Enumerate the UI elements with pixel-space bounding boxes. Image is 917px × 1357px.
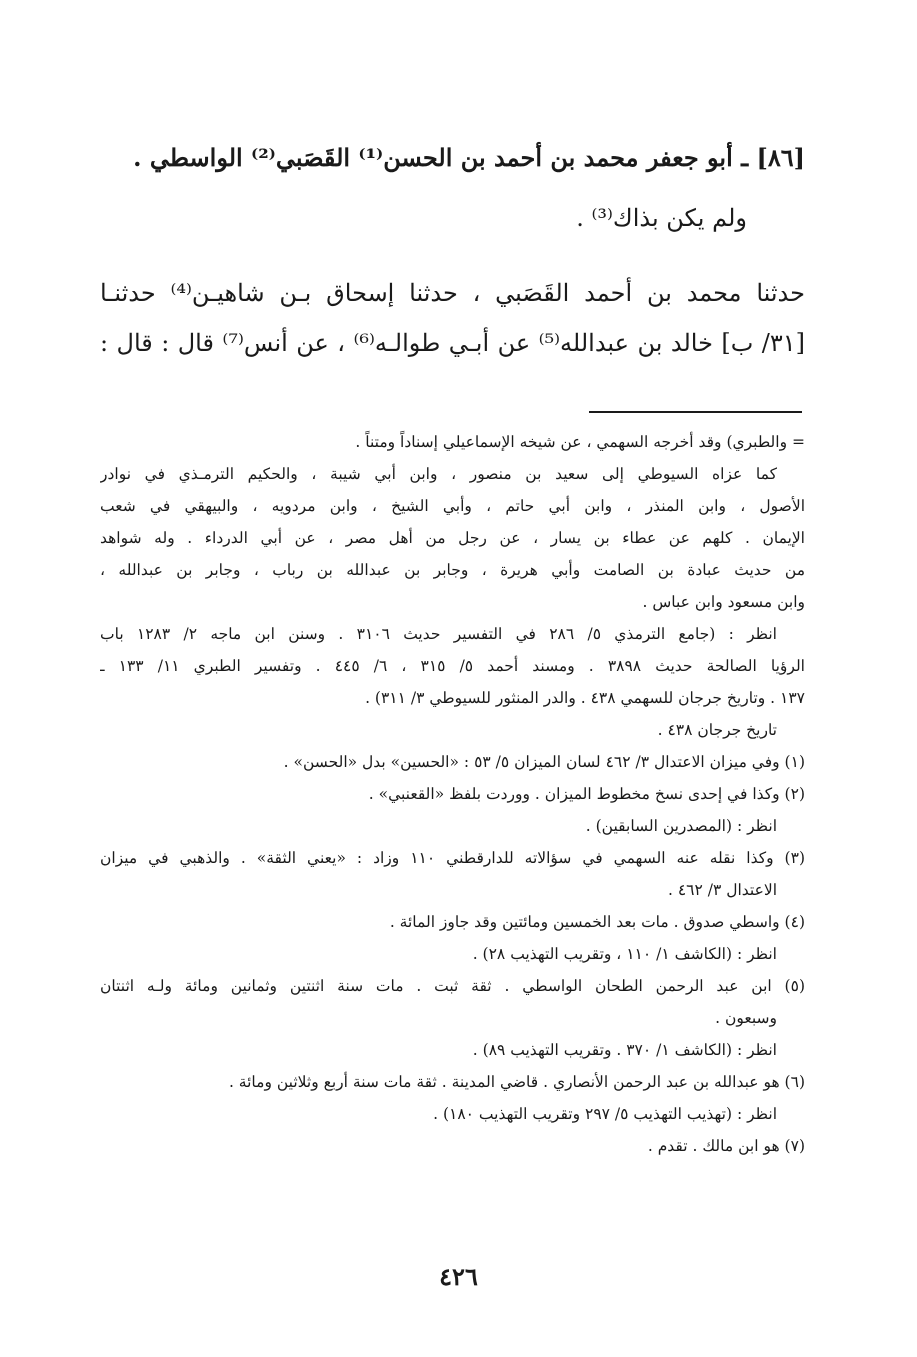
body-line: حدثنا محمد بن أحمد القَصَبي ، حدثنا إسحاق بـن شاهيـن⁽⁴⁾ حدثنـا [100,279,805,307]
footnote-line: من حديث عبادة بن الصامت وأبي هريرة ، وجابر بن عبدالله بن رباب ، وجابر بن عبدالله ، [100,561,805,579]
footnote-line: وسبعون . [715,1009,777,1027]
footnote-line: (٣) وكذا نقله عنه السهمي في سؤالاته للدارقطني ١١٠ وزاد : «يعني الثقة» . والذهبي في ميزان [100,849,805,867]
footnote-line: كما عزاه السيوطي إلى سعيد بن منصور ، وابن أبي شيبة ، والحكيم الترمـذي في نوادر [100,465,777,483]
footnote-line: (٥) ابن عبد الرحمن الطحان الواسطي . ثقة ثبت . مات سنة اثنتين وثمانين ومائة ولـه اثنتان [100,977,805,995]
footnote-line: (١) وفي ميزان الاعتدال ٣/ ٤٦٢ لسان الميزان ٥/ ٥٣ : «الحسين» بدل «الحسن» . [283,753,805,771]
footnote-line: (٧) هو ابن مالك . تقدم . [647,1137,805,1155]
body-line: [٣١/ ب] خالد بن عبدالله⁽⁵⁾ عن أبـي طوالـه⁽⁶⁾ ، عن أنس⁽⁷⁾ قال : قال : [100,329,806,357]
footnote-line: انظر : (الكاشف ١/ ٣٧٠ . وتقريب التهذيب ٨٩) . [472,1041,777,1059]
footnote-line: الرؤيا الصالحة حديث ٣٨٩٨ . ومسند أحمد ٥/ ٣١٥ ، ٦/ ٤٤٥ . وتفسير الطبري ١١/ ١٣٣ ـ [100,657,805,675]
footnote-line: انظر : (جامع الترمذي ٥/ ٢٨٦ في التفسير حديث ٣١٠٦ . وسنن ابن ماجه ٢/ ١٢٨٣ باب [100,625,777,643]
footnote-line: الاعتدال ٣/ ٤٦٢ . [667,881,777,899]
footnote-line: (٤) واسطي صدوق . مات بعد الخمسين ومائتين وقد جاوز المائة . [389,913,805,931]
entry-heading: [٨٦] ـ أبو جعفر محمد بن أحمد بن الحسن⁽¹⁾ القَصَبي⁽²⁾ الواسطي . [133,143,805,172]
footnote-line: انظر : (الكاشف ١/ ١١٠ ، وتقريب التهذيب ٢٨) . [472,945,777,963]
footnote-line: (٦) هو عبدالله بن عبد الرحمن الأنصاري . قاضي المدينة . ثقة مات سنة أربع وثلاثين ومائة . [228,1073,805,1091]
footnote-line: تاريخ جرجان ٤٣٨ . [657,721,777,739]
footnote-line: الأصول ، وابن المنذر ، وابن أبي حاتم ، وأبي الشيخ ، وابن مردويه ، والبيهقي في شعب [100,497,805,515]
footnote-line: (٢) وكذا في إحدى نسخ مخطوط الميزان . ووردت بلفظ «القعنبي» . [368,785,805,803]
footnote-line: ١٣٧ . وتاريخ جرجان للسهمي ٤٣٨ . والدر المنثور للسيوطي ٣/ ٣١١) . [365,689,805,707]
footnote-line: وابن مسعود وابن عباس . [642,593,805,611]
footnote-line: الإيمان . كلهم عن عطاء بن يسار ، عن رجل من أهل مصر ، عن أبي الدرداء . وله شواهد [100,529,805,547]
entry-grading-line: ولم يكن بذاك⁽³⁾ . [576,204,747,232]
footnote-line: انظر : (المصدرين السابقين) . [585,817,777,835]
footnote-line: انظر : (تهذيب التهذيب ٥/ ٢٩٧ وتقريب التهذيب ١٨٠) . [433,1105,777,1123]
hadith-chain-text [100,268,805,368]
page-number: ٤٢٦ [439,1262,478,1291]
footnote-separator [589,411,802,413]
footnotes [100,426,805,1162]
footnote-line: = والطبري) وقد أخرجه السهمي ، عن شيخه الإسماعيلي إسناداً ومتناً . [355,433,805,451]
